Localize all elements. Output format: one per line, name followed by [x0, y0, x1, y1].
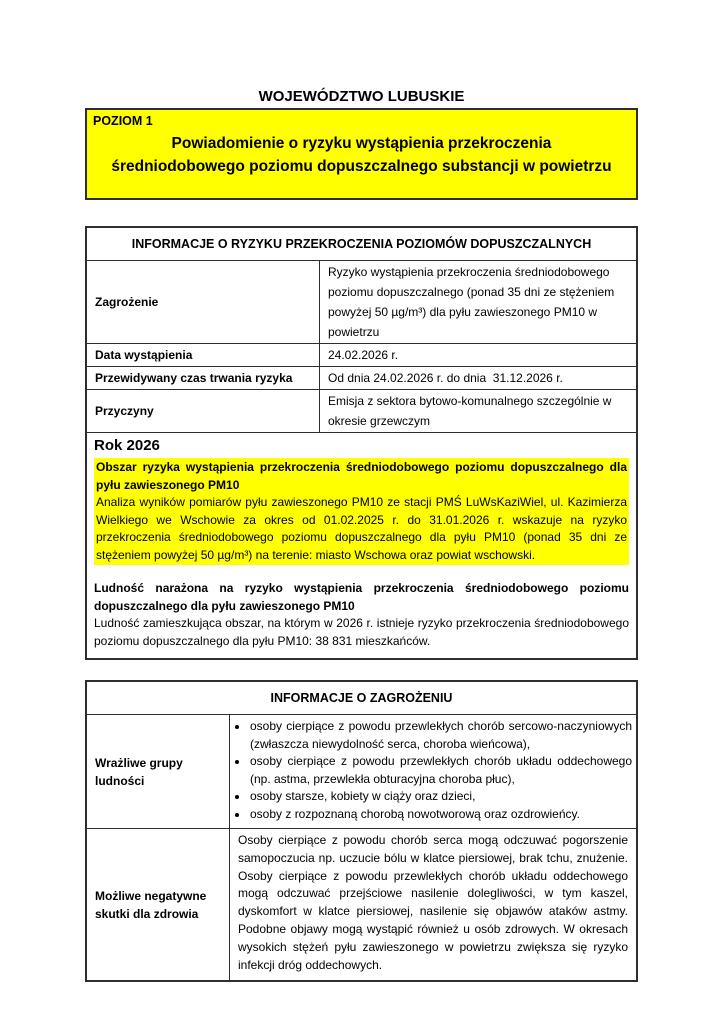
table-row-duration: [87, 366, 636, 389]
table-row-health-effects: [87, 828, 636, 980]
alert-title: [93, 132, 630, 178]
list-item: • osoby starsze, kobiety w ciąży oraz dzieci,: [249, 788, 632, 806]
risk-area-title: Obszar ryzyka wystąpienia przekroczenia średniodobowego poziomu dopuszczalnego dla pyłu zawieszonego PM10: [96, 460, 627, 492]
list-item: • osoby z rozpoznaną chorobą nowotworową oraz ozdrowieńcy.: [249, 806, 632, 824]
document-content: [85, 0, 638, 982]
list-item: • osoby cierpiące z powodu przewlekłych chorób układu oddechowego (np. astma, przewlekła obturacyjna choroba płuc),: [249, 753, 632, 788]
row-value-occurrence-date: 24.02.2026 r.: [328, 348, 399, 362]
sensitive-groups-list: [230, 715, 636, 828]
list-item: • osoby cierpiące z powodu przewlekłych chorób sercowo-naczyniowych (zwłaszcza niewydolność serca, choroba wieńcowa),: [249, 718, 632, 753]
risk-area-highlight: [94, 458, 629, 565]
alert-banner: [85, 108, 638, 200]
year-section: [87, 432, 636, 658]
row-label-health-effects: Możliwe negatywne skutki dla zdrowia: [87, 829, 230, 980]
table-row-causes: [87, 389, 636, 432]
alert-title-line-2: średniodobowego poziomu dopuszczalnego substancji w powietrzu: [111, 158, 612, 175]
alert-level-label: POZIOM 1: [93, 114, 153, 128]
row-value-health-effects: Osoby cierpiące z powodu chorób serca mogą odczuwać pogorszenie samopoczucia np. uczucie bólu w klatce piersiowej, brak tchu, znużenie. Osoby cierpiące z powodu przewlekłych chorób układu oddechowego mogą odczuwać przejściowe nasilenie dolegliwości, w tym kaszel, dyskomfort w klatce piersiowej, nasilenie się objawów ataków astmy. Podobne objawy mogą wystąpić również u osób zdrowych. W okresach wysokich stężeń pyłu zawieszonego w powietrzu zwiększa się ryzyko infekcji dróg oddechowych.: [238, 833, 628, 972]
alert-title-line-1: Powiadomienie o ryzyku wystąpienia przekroczenia: [171, 135, 552, 152]
population-exposed-body: Ludność zamieszkująca obszar, na którym w 2026 r. istnieje ryzyko przekroczenia średniodobowego poziomu dopuszczalnego dla pyłu PM10: 38 831 mieszkańców.: [94, 616, 629, 648]
row-label-causes: Przyczyny: [87, 390, 320, 432]
risk-area-body: Analiza wyników pomiarów pyłu zawieszonego PM10 ze stacji PMŚ LuWsKaziWiel, ul. Kazimierza Wielkiego we Wschowie za okres od 01.02.2025 r. do 31.01.2026 r. wskazuje na ryzyko przekroczenia średniodobowego poziomu dopuszczalnego dla pyłu PM10 (ponad 35 dni ze stężeniem powyżej 50 µg/m³) na terenie: miasto Wschowa oraz powiat wschowski.: [96, 495, 627, 562]
table-row-sensitive-groups: [87, 714, 636, 828]
row-value-sensitive-groups: [230, 715, 636, 828]
row-value-duration: Od dnia 24.02.2026 r. do dnia 31.12.2026 r.: [328, 371, 563, 385]
table-row-occurrence-date: [87, 343, 636, 366]
hazard-table: [85, 680, 638, 982]
row-value-threat: Ryzyko wystąpienia przekroczenia średniodobowego poziomu dopuszczalnego (ponad 35 dni ze stężeniem powyżej 50 µg/m³) dla pyłu zawieszonego PM10 w powietrzu: [328, 265, 618, 339]
row-label-threat: Zagrożenie: [87, 261, 320, 343]
population-exposed-title: Ludność narażona na ryzyko wystąpienia przekroczenia średniodobowego poziomu dopuszczalnego dla pyłu zawieszonego PM10: [94, 581, 629, 613]
region-title: WOJEWÓDZTWO LUBUSKIE: [258, 88, 465, 105]
risk-table-header: INFORMACJE O RYZYKU PRZEKROCZENIA POZIOMÓW DOPUSZCZALNYCH: [131, 237, 592, 251]
hazard-table-header: INFORMACJE O ZAGROŻENIU: [270, 691, 453, 705]
row-label-sensitive-groups: Wrażliwe grupy ludności: [87, 715, 230, 828]
year-heading: Rok 2026: [94, 437, 160, 454]
risk-table: [85, 226, 638, 660]
section-spacer: [94, 565, 629, 580]
row-label-duration: Przewidywany czas trwania ryzyka: [87, 367, 320, 389]
row-value-causes: Emisja z sektora bytowo-komunalnego szczególnie w okresie grzewczym: [328, 394, 615, 428]
table-row-threat: [87, 260, 636, 343]
row-label-occurrence-date: Data wystąpienia: [87, 344, 320, 366]
